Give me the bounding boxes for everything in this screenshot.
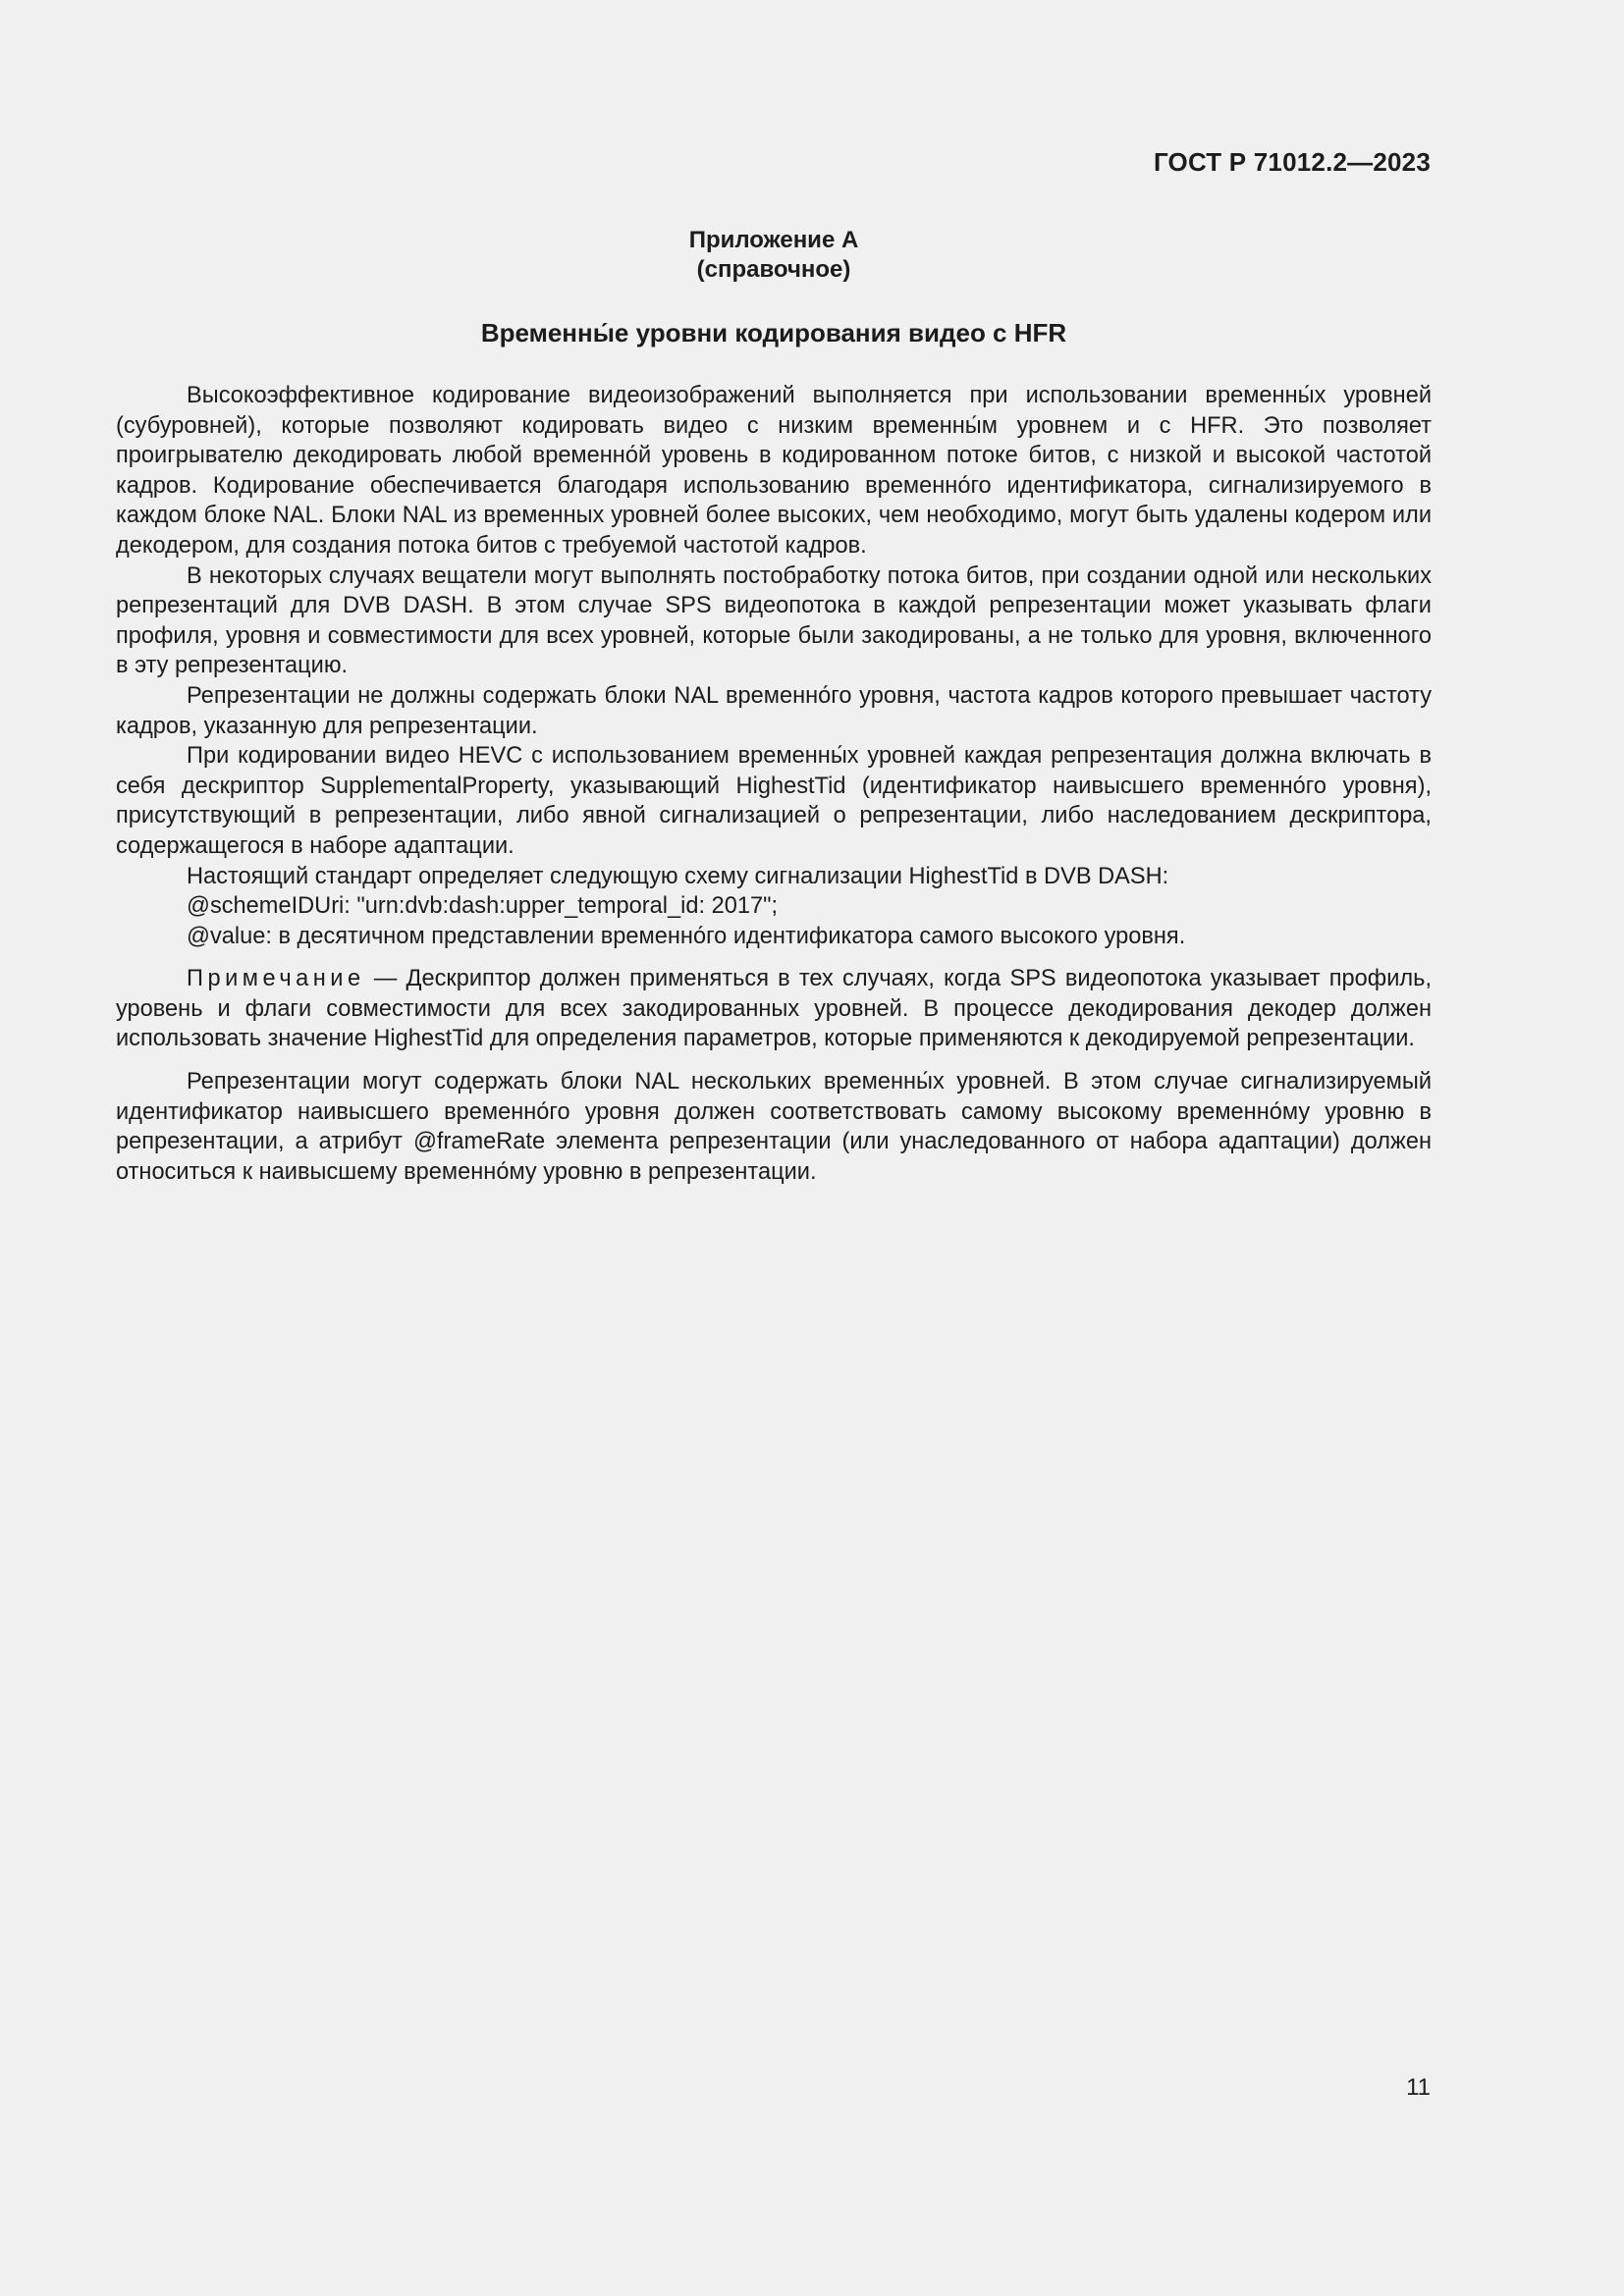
note-text: — Дескриптор должен применяться в тех случаях, когда SPS видеопотока указывает профиль, уровень и флаги совместимости для всех закодированных уровней. В процессе декодирования декодер должен использовать значение HighestTid для определения параметров, которые применяются к декодируемой репрезентации. bbox=[116, 966, 1432, 1052]
paragraph: Высокоэффективное кодирование видеоизображений выполняется при использовании временны́х уровней (субуровней), которые позволяют кодировать видео с низким временны́м уровнем и с HFR. Это позволяет проигрывателю декодировать любой временно́й уровень в кодированном потоке битов, с низкой и высокой частотой кадров. Кодирование обеспечивается благодаря использованию временно́го идентификатора, сигнализируемого в каждом блоке NAL. Блоки NAL из временных уровней более высоких, чем необходимо, могут быть удалены кодером или декодером, для создания потока битов с требуемой частотой кадров. bbox=[116, 383, 1432, 559]
paragraph: При кодировании видео HEVC с использованием временны́х уровней каждая репрезентация должна включать в себя дескриптор SupplementalProperty, указывающий HighestTid (идентификатор наивысшего временно́го уровня), присутствующий в репрезентации, либо явной сигнализацией о репрезентации, либо наследованием дескриптора, содержащегося в наборе адаптации. bbox=[116, 743, 1432, 859]
appendix-kind: (справочное) bbox=[696, 256, 851, 283]
appendix-heading bbox=[0, 226, 1547, 285]
paragraph: Настоящий стандарт определяет следующую схему сигнализации HighestTid в DVB DASH: bbox=[187, 863, 1169, 889]
document-code: ГОСТ Р 71012.2—2023 bbox=[1153, 147, 1431, 177]
document-body bbox=[116, 381, 1432, 1187]
paragraph: В некоторых случаях вещатели могут выполнять постобработку потока битов, при создании одной или нескольких репрезентаций для DVB DASH. В этом случае SPS видеопотока в каждой репрезентации может указывать флаги профиля, уровня и совместимости для всех уровней, которые были закодированы, а не только для уровня, включенного в эту репрезентацию. bbox=[116, 562, 1432, 679]
note-paragraph bbox=[116, 964, 1432, 1054]
appendix-label: Приложение А bbox=[688, 227, 859, 253]
paragraph: Репрезентации не должны содержать блоки NAL временно́го уровня, частота кадров которого превышает частоту кадров, указанную для репрезентации. bbox=[116, 682, 1432, 739]
note-label: Примечание bbox=[187, 966, 365, 992]
section-title: Временны́е уровни кодирования видео с HFR bbox=[480, 318, 1067, 347]
page-number: 11 bbox=[1406, 2074, 1431, 2101]
scheme-id-line: @schemeIDUri: "urn:dvb:dash:upper_temporal_id: 2017"; bbox=[187, 893, 779, 920]
value-line: @value: в десятичном представлении временно́го идентификатора самого высокого уровня. bbox=[187, 923, 1186, 949]
paragraph: Репрезентации могут содержать блоки NAL нескольких временны́х уровней. В этом случае сигнализируемый идентификатор наивысшего временно́го уровня должен соответствовать самому высокому временно́му уровню в репрезентации, а атрибут @frameRate элемента репрезентации (или унаследованного от набора адаптации) должен относиться к наивысшему временно́му уровню в репрезентации. bbox=[116, 1069, 1432, 1185]
